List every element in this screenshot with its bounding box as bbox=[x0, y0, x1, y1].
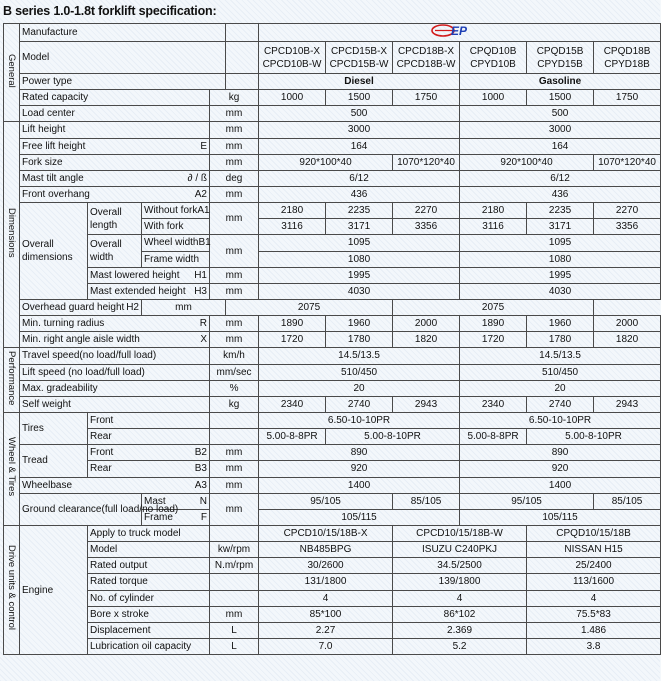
table-cell: 1890 bbox=[460, 316, 527, 332]
label-front-overhang: Front overhang A2 bbox=[20, 186, 210, 202]
table-cell: 5.00-8-10PR bbox=[527, 429, 661, 445]
table-cell: 5.00-8-8PR bbox=[259, 429, 326, 445]
section-drive-units: Drive units & control bbox=[4, 525, 20, 654]
table-cell: 20 bbox=[460, 380, 661, 396]
table-cell: mm bbox=[210, 283, 259, 299]
label-lift-speed: Lift speed (no load/full load) bbox=[20, 364, 210, 380]
label-overall-length: Overall length bbox=[88, 203, 142, 235]
table-cell: 3000 bbox=[460, 122, 661, 138]
table-cell: NB485BPG bbox=[259, 542, 393, 558]
table-cell: 1720 bbox=[259, 332, 326, 348]
table-cell: 1400 bbox=[460, 477, 661, 493]
table-cell: 5.00-8-8PR bbox=[460, 429, 527, 445]
table-cell: 890 bbox=[460, 445, 661, 461]
section-dimensions: Dimensions bbox=[4, 122, 20, 348]
table-cell: 3.8 bbox=[527, 638, 661, 654]
table-cell: 436 bbox=[460, 186, 661, 202]
table-cell: 2943 bbox=[594, 396, 661, 412]
table-cell: 1.486 bbox=[527, 622, 661, 638]
table-cell: 2180 bbox=[259, 203, 326, 219]
label-rated-capacity: Rated capacity bbox=[20, 90, 210, 106]
label-rated-output: Rated output bbox=[88, 558, 210, 574]
table-cell: mm bbox=[210, 122, 259, 138]
value: 1750 bbox=[594, 90, 661, 106]
table-cell: 2000 bbox=[393, 316, 460, 332]
table-cell: 2943 bbox=[393, 396, 460, 412]
label-engine-model: Model bbox=[88, 542, 210, 558]
label-overall-dimensions: Overall dimensions bbox=[20, 203, 88, 300]
table-cell: 1780 bbox=[527, 332, 594, 348]
table-cell: 1960 bbox=[527, 316, 594, 332]
table-cell: 2000 bbox=[594, 316, 661, 332]
label-without-fork: Without fork A1 bbox=[142, 203, 210, 219]
table-cell: mm bbox=[210, 493, 259, 525]
table-cell: 75.5*83 bbox=[527, 606, 661, 622]
table-cell: kg bbox=[210, 396, 259, 412]
table-cell: 2740 bbox=[326, 396, 393, 412]
table-cell: 1095 bbox=[460, 235, 661, 251]
table-cell: 164 bbox=[259, 138, 460, 154]
section-wheel-tires: Wheel & Tires bbox=[4, 412, 20, 525]
label-lift-height: Lift height bbox=[20, 122, 210, 138]
label-model: Model bbox=[20, 42, 226, 74]
label-gradeability: Max. gradeability bbox=[20, 380, 210, 396]
table-cell: mm bbox=[210, 316, 259, 332]
model-cell: CPCD10B-X CPCD10B-W bbox=[259, 42, 326, 74]
table-cell: 510/450 bbox=[259, 364, 460, 380]
model-cell: CPCD18B-X CPCD18B-W bbox=[393, 42, 460, 74]
table-cell: 85/105 bbox=[393, 493, 460, 509]
table-cell: 3000 bbox=[259, 122, 460, 138]
table-cell: % bbox=[210, 380, 259, 396]
table-cell: 105/115 bbox=[259, 509, 460, 525]
table-cell: 510/450 bbox=[460, 364, 661, 380]
label-rear: Rear bbox=[88, 429, 210, 445]
table-cell: 3116 bbox=[259, 219, 326, 235]
table-cell: mm bbox=[210, 154, 259, 170]
table-cell: km/h bbox=[210, 348, 259, 364]
table-cell: 2235 bbox=[326, 203, 393, 219]
table-cell bbox=[226, 42, 259, 74]
table-cell: 1070*120*40 bbox=[393, 154, 460, 170]
table-cell: 436 bbox=[259, 186, 460, 202]
table-cell bbox=[210, 429, 259, 445]
label-apply-model: Apply to truck model bbox=[88, 525, 210, 541]
table-cell: 95/105 bbox=[460, 493, 594, 509]
label-lub-oil: Lubrication oil capacity bbox=[88, 638, 210, 654]
table-cell: 1070*120*40 bbox=[594, 154, 661, 170]
table-cell: ISUZU C240PKJ bbox=[393, 542, 527, 558]
table-cell: 5.00-8-10PR bbox=[326, 429, 460, 445]
table-cell: mm/sec bbox=[210, 364, 259, 380]
table-cell: CPQD10/15/18B bbox=[527, 525, 661, 541]
page-title: B series 1.0-1.8t forklift specification: bbox=[3, 4, 217, 18]
table-cell bbox=[226, 74, 259, 90]
table-cell: 14.5/13.5 bbox=[259, 348, 460, 364]
table-cell: 6.50-10-10PR bbox=[460, 412, 661, 428]
label-turning-radius: Min. turning radius R bbox=[20, 316, 210, 332]
label-free-lift: Free lift height E bbox=[20, 138, 210, 154]
table-cell: 2235 bbox=[527, 203, 594, 219]
label-rated-torque: Rated torque bbox=[88, 574, 210, 590]
label-ground-clearance: Ground clearance(full load/no load) bbox=[20, 493, 142, 525]
table-cell: mm bbox=[210, 461, 259, 477]
label-front: Front bbox=[88, 412, 210, 428]
label-with-fork: With fork bbox=[142, 219, 210, 235]
table-cell: 2340 bbox=[460, 396, 527, 412]
table-cell: 4030 bbox=[259, 283, 460, 299]
table-cell: 139/1800 bbox=[393, 574, 527, 590]
unit: kg bbox=[210, 90, 259, 106]
value: 1500 bbox=[527, 90, 594, 106]
table-cell: 2075 bbox=[226, 299, 393, 315]
table-cell: mm bbox=[210, 186, 259, 202]
table-cell: kw/rpm bbox=[210, 542, 259, 558]
table-cell: 113/1600 bbox=[527, 574, 661, 590]
table-cell: 131/1800 bbox=[259, 574, 393, 590]
table-cell: 86*102 bbox=[393, 606, 527, 622]
ep-logo-icon bbox=[431, 24, 489, 37]
table-cell: 25/2400 bbox=[527, 558, 661, 574]
table-cell: 3171 bbox=[326, 219, 393, 235]
table-cell bbox=[210, 412, 259, 428]
table-cell: 6/12 bbox=[460, 170, 661, 186]
table-cell: 164 bbox=[460, 138, 661, 154]
table-cell bbox=[210, 590, 259, 606]
table-cell: 1400 bbox=[259, 477, 460, 493]
table-cell: 2270 bbox=[594, 203, 661, 219]
table-cell: mm bbox=[142, 299, 226, 315]
label-fork-size: Fork size bbox=[20, 154, 210, 170]
table-cell: deg bbox=[210, 170, 259, 186]
label-wheelbase: Wheelbase A3 bbox=[20, 477, 210, 493]
table-cell: 1720 bbox=[460, 332, 527, 348]
power-gasoline: Gasoline bbox=[460, 74, 661, 90]
label-mast-lowered: Mast lowered height H1 bbox=[88, 267, 210, 283]
table-cell: 95/105 bbox=[259, 493, 393, 509]
table-cell: L bbox=[210, 638, 259, 654]
label-overhead-guard: Overhead guard height H2 bbox=[20, 299, 142, 315]
value: 1500 bbox=[326, 90, 393, 106]
label-gc-mast: Mast N bbox=[142, 493, 210, 509]
table-cell: 3356 bbox=[594, 219, 661, 235]
table-cell: 1820 bbox=[393, 332, 460, 348]
label-wheel-width: Wheel width B1 bbox=[142, 235, 210, 251]
label-self-weight: Self weight bbox=[20, 396, 210, 412]
table-cell: mm bbox=[210, 477, 259, 493]
table-cell: mm bbox=[210, 332, 259, 348]
label-tread: Tread bbox=[20, 445, 88, 477]
table-cell: 20 bbox=[259, 380, 460, 396]
value: 500 bbox=[460, 106, 661, 122]
unit: mm bbox=[210, 106, 259, 122]
table-cell: 30/2600 bbox=[259, 558, 393, 574]
table-cell: 920 bbox=[259, 461, 460, 477]
table-cell: 3356 bbox=[393, 219, 460, 235]
value: 1750 bbox=[393, 90, 460, 106]
label-engine: Engine bbox=[20, 525, 88, 654]
label-overall-width: Overall width bbox=[88, 235, 142, 267]
table-cell: NISSAN H15 bbox=[527, 542, 661, 558]
table-cell: CPCD10/15/18B-X bbox=[259, 525, 393, 541]
section-performance: Performance bbox=[4, 348, 20, 413]
value: 1000 bbox=[259, 90, 326, 106]
table-cell: mm bbox=[210, 606, 259, 622]
table-cell: 920*100*40 bbox=[460, 154, 594, 170]
table-cell: 14.5/13.5 bbox=[460, 348, 661, 364]
model-cell: CPQD15B CPYD15B bbox=[527, 42, 594, 74]
table-cell bbox=[226, 24, 259, 42]
table-cell: 6/12 bbox=[259, 170, 460, 186]
table-cell: 920*100*40 bbox=[259, 154, 393, 170]
table-cell: 1960 bbox=[326, 316, 393, 332]
table-cell: 5.2 bbox=[393, 638, 527, 654]
label-tires: Tires bbox=[20, 412, 88, 444]
model-cell: CPCD15B-X CPCD15B-W bbox=[326, 42, 393, 74]
spec-table bbox=[3, 23, 661, 655]
table-cell: 85/105 bbox=[594, 493, 661, 509]
label-load-center: Load center bbox=[20, 106, 210, 122]
table-cell: 1780 bbox=[326, 332, 393, 348]
table-cell: 4030 bbox=[460, 283, 661, 299]
table-cell: 1995 bbox=[460, 267, 661, 283]
table-cell: 4 bbox=[259, 590, 393, 606]
label-bore-stroke: Bore x stroke bbox=[88, 606, 210, 622]
table-cell: 3171 bbox=[527, 219, 594, 235]
table-cell bbox=[210, 525, 259, 541]
table-cell: 2.369 bbox=[393, 622, 527, 638]
table-cell: 920 bbox=[460, 461, 661, 477]
table-cell: 2740 bbox=[527, 396, 594, 412]
value: 500 bbox=[259, 106, 460, 122]
table-cell: 3116 bbox=[460, 219, 527, 235]
table-cell: 2340 bbox=[259, 396, 326, 412]
table-cell: 4 bbox=[527, 590, 661, 606]
table-cell: 1080 bbox=[460, 251, 661, 267]
label-frame-width: Frame width bbox=[142, 251, 210, 267]
table-cell: 2270 bbox=[393, 203, 460, 219]
table-cell: 7.0 bbox=[259, 638, 393, 654]
table-cell: 1095 bbox=[259, 235, 460, 251]
label-power-type: Power type bbox=[20, 74, 226, 90]
label-aisle-width: Min. right angle aisle width X bbox=[20, 332, 210, 348]
table-cell: mm bbox=[210, 267, 259, 283]
label-displacement: Displacement bbox=[88, 622, 210, 638]
label-tread-front: Front B2 bbox=[88, 445, 210, 461]
table-cell: 1890 bbox=[259, 316, 326, 332]
table-cell: 1995 bbox=[259, 267, 460, 283]
table-cell: 2180 bbox=[460, 203, 527, 219]
table-cell: 4 bbox=[393, 590, 527, 606]
table-cell: mm bbox=[210, 203, 259, 235]
section-general: General bbox=[4, 24, 20, 122]
svg-text:EP: EP bbox=[450, 24, 467, 38]
label-travel-speed: Travel speed(no load/full load) bbox=[20, 348, 210, 364]
table-cell: 85*100 bbox=[259, 606, 393, 622]
table-cell: 105/115 bbox=[460, 509, 661, 525]
table-cell: N.m/rpm bbox=[210, 558, 259, 574]
table-cell: CPCD10/15/18B-W bbox=[393, 525, 527, 541]
label-gc-frame: Frame F bbox=[142, 509, 210, 525]
table-cell: mm bbox=[210, 138, 259, 154]
table-cell bbox=[210, 574, 259, 590]
table-cell: 890 bbox=[259, 445, 460, 461]
manufacturer-logo bbox=[259, 24, 661, 42]
table-cell: 34.5/2500 bbox=[393, 558, 527, 574]
value: 1000 bbox=[460, 90, 527, 106]
table-cell: 1820 bbox=[594, 332, 661, 348]
table-cell: 1080 bbox=[259, 251, 460, 267]
model-cell: CPQD10B CPYD10B bbox=[460, 42, 527, 74]
model-cell: CPQD18B CPYD18B bbox=[594, 42, 661, 74]
table-cell: L bbox=[210, 622, 259, 638]
table-cell: 2.27 bbox=[259, 622, 393, 638]
label-mast-extended: Mast extended height H3 bbox=[88, 283, 210, 299]
label-mast-tilt: Mast tilt angle ∂ / ß bbox=[20, 170, 210, 186]
table-cell: mm bbox=[210, 235, 259, 267]
table-cell: 2075 bbox=[393, 299, 594, 315]
label-manufacture: Manufacture bbox=[20, 24, 226, 42]
power-diesel: Diesel bbox=[259, 74, 460, 90]
label-cylinders: No. of cylinder bbox=[88, 590, 210, 606]
table-cell: mm bbox=[210, 445, 259, 461]
table-cell: 6.50-10-10PR bbox=[259, 412, 460, 428]
label-tread-rear: Rear B3 bbox=[88, 461, 210, 477]
